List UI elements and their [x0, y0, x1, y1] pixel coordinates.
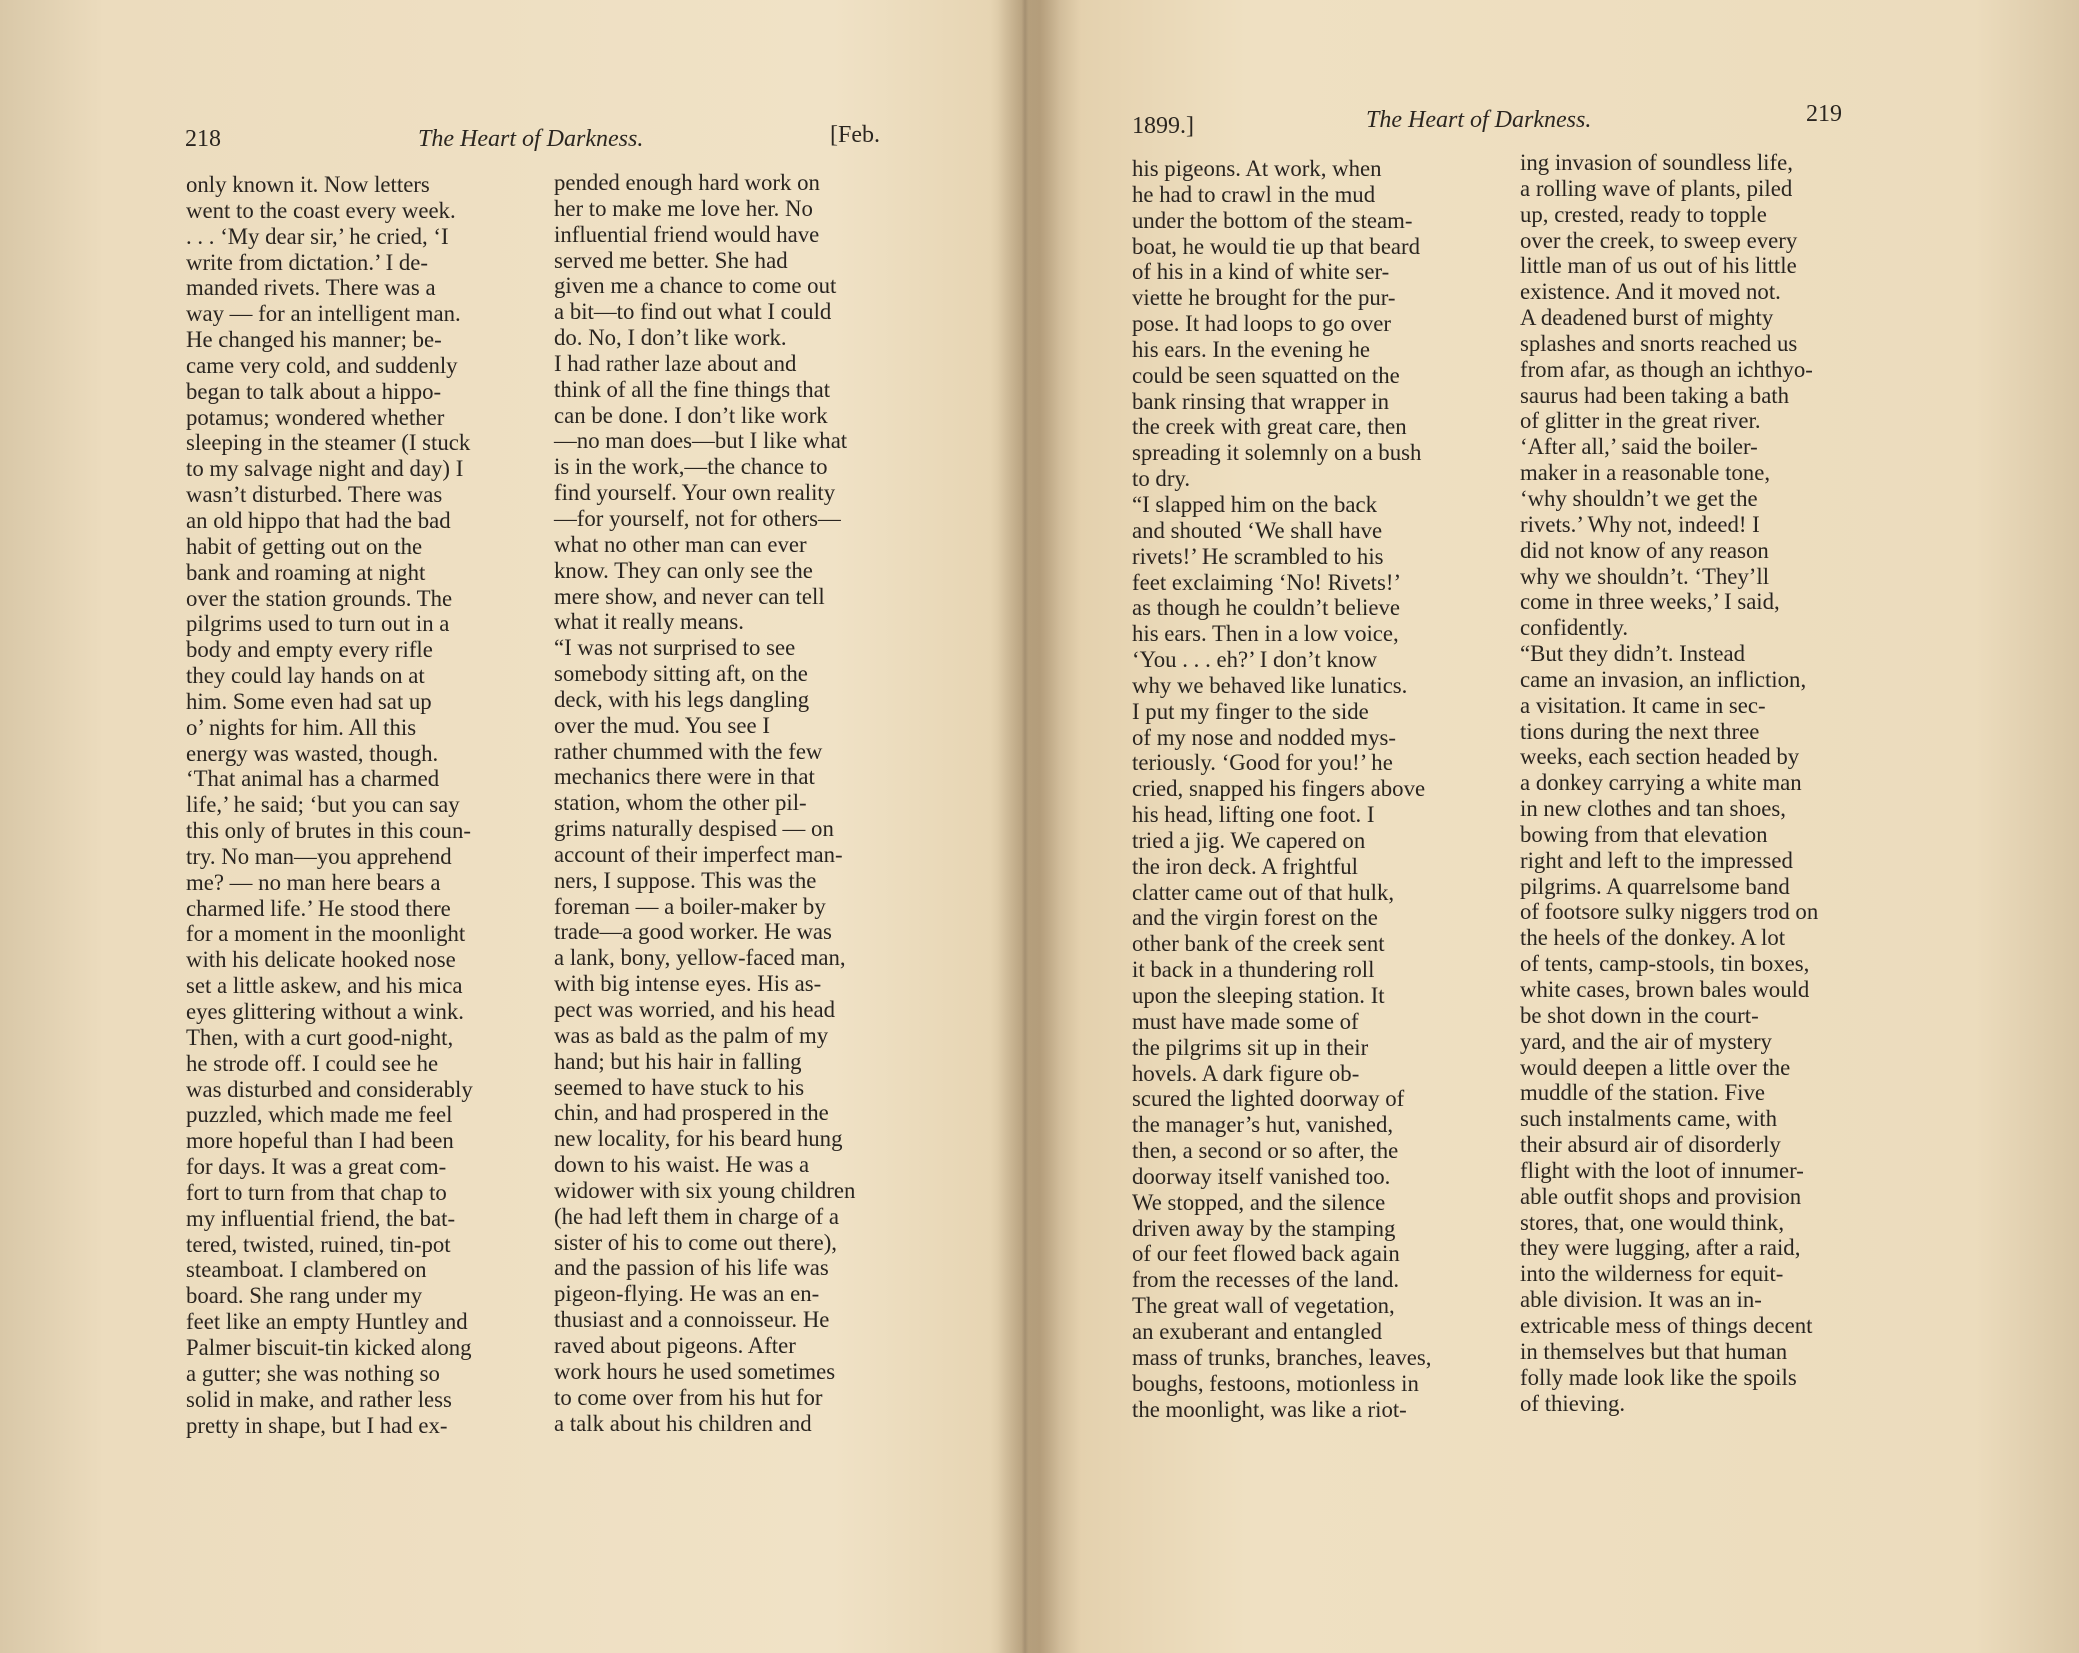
right-page-number: 219	[1806, 101, 1842, 127]
right-section-marker: 1899.]	[1132, 113, 1194, 139]
right-page-column-2: ing invasion of soundless life, a rolling wave of plants, piled up, crested, ready to topple over the creek, to sweep every little man of us out of his little existence. And it moved not. A deadened burst of mighty splashes and snorts reached us from afar, as though an ichthyo- saurus had been taking a bath of glitter in the great river. ‘After all,’ said the boiler- maker in a reasonable tone, ‘why shouldn’t we get the rivets.’ Why not, indeed! I did not know of any reason why we shouldn’t. ‘They’ll come in three weeks,’ I said, confidently. “But they didn’t. Instead came an invasion, an infliction, a visitation. It came in sec- tions during the next three weeks, each section headed by a donkey carrying a white man in new clothes and tan shoes, bowing from that elevation right and left to the impressed pilgrims. A quarrelsome band of footsore sulky niggers trod on the heels of the donkey. A lot of tents, camp-stools, tin boxes, white cases, brown bales would be shot down in the court- yard, and the air of mystery would deepen a little over the muddle of the station. Five such instalments came, with their absurd air of disorderly flight with the loot of innumer- able outfit shops and provision stores, that, one would think, they were lugging, after a raid, into the wilderness for equit- able division. It was an in- extricable mess of things decent in themselves but that human folly made look like the spoils of thieving.	[1520, 150, 1819, 1416]
left-section-marker: [Feb.	[830, 122, 880, 148]
left-page-column-1: only known it. Now letters went to the coast every week. . . . ‘My dear sir,’ he cried, ‘I write from dictation.’ I de- manded rivets. There was a way — for an intelligent man. He changed his manner; be- came very cold, and suddenly began to talk about a hippo- potamus; wondered whether sleeping in the steamer (I stuck to my salvage night and day) I wasn’t disturbed. There was an old hippo that had the bad habit of getting out on the bank and roaming at night over the station grounds. The pilgrims used to turn out in a body and empty every rifle they could lay hands on at him. Some even had sat up o’ nights for him. All this energy was wasted, though. ‘That animal has a charmed life,’ he said; ‘but you can say this only of brutes in this coun- try. No man—you apprehend me? — no man here bears a charmed life.’ He stood there for a moment in the moonlight with his delicate hooked nose set a little askew, and his mica eyes glittering without a wink. Then, with a curt good-night, he strode off. I could see he was disturbed and considerably puzzled, which made me feel more hopeful than I had been for days. It was a great com- fort to turn from that chap to my influential friend, the bat- tered, twisted, ruined, tin-pot steamboat. I clambered on board. She rang under my feet like an empty Huntley and Palmer biscuit-tin kicked along a gutter; she was nothing so solid in make, and rather less pretty in shape, but I had ex-	[186, 172, 473, 1438]
left-page-column-2: pended enough hard work on her to make me love her. No influential friend would have served me better. She had given me a chance to come out a bit—to find out what I could do. No, I don’t like work. I had rather laze about and think of all the fine things that can be done. I don’t like work —no man does—but I like what is in the work,—the chance to find yourself. Your own reality —for yourself, not for others— what no other man can ever know. They can only see the mere show, and never can tell what it really means. “I was not surprised to see somebody sitting aft, on the deck, with his legs dangling over the mud. You see I rather chummed with the few mechanics there were in that station, whom the other pil- grims naturally despised — on account of their imperfect man- ners, I suppose. This was the foreman — a boiler-maker by trade—a good worker. He was a lank, bony, yellow-faced man, with big intense eyes. His as- pect was worried, and his head was as bald as the palm of my hand; but his hair in falling seemed to have stuck to his chin, and had prospered in the new locality, for his beard hung down to his waist. He was a widower with six young children (he had left them in charge of a sister of his to come out there), and the passion of his life was pigeon-flying. He was an en- thusiast and a connoisseur. He raved about pigeons. After work hours he used sometimes to come over from his hut for a talk about his children and	[554, 170, 856, 1436]
left-page-number: 218	[185, 126, 221, 152]
right-page-column-1: his pigeons. At work, when he had to crawl in the mud under the bottom of the steam- boat, he would tie up that beard of his in a kind of white ser- viette he brought for the pur- pose. It had loops to go over his ears. In the evening he could be seen squatted on the bank rinsing that wrapper in the creek with great care, then spreading it solemnly on a bush to dry. “I slapped him on the back and shouted ‘We shall have rivets!’ He scrambled to his feet exclaiming ‘No! Rivets!’ as though he couldn’t believe his ears. Then in a low voice, ‘You . . . eh?’ I don’t know why we behaved like lunatics. I put my finger to the side of my nose and nodded mys- teriously. ‘Good for you!’ he cried, snapped his fingers above his head, lifting one foot. I tried a jig. We capered on the iron deck. A frightful clatter came out of that hulk, and the virgin forest on the other bank of the creek sent it back in a thundering roll upon the sleeping station. It must have made some of the pilgrims sit up in their hovels. A dark figure ob- scured the lighted doorway of the manager’s hut, vanished, then, a second or so after, the doorway itself vanished too. We stopped, and the silence driven away by the stamping of our feet flowed back again from the recesses of the land. The great wall of vegetation, an exuberant and entangled mass of trunks, branches, leaves, boughs, festoons, motionless in the moonlight, was like a riot-	[1132, 156, 1432, 1422]
right-page	[1020, 0, 2079, 1653]
right-running-title: The Heart of Darkness.	[1366, 107, 1592, 133]
left-running-title: The Heart of Darkness.	[418, 126, 644, 152]
left-page	[0, 0, 1020, 1653]
